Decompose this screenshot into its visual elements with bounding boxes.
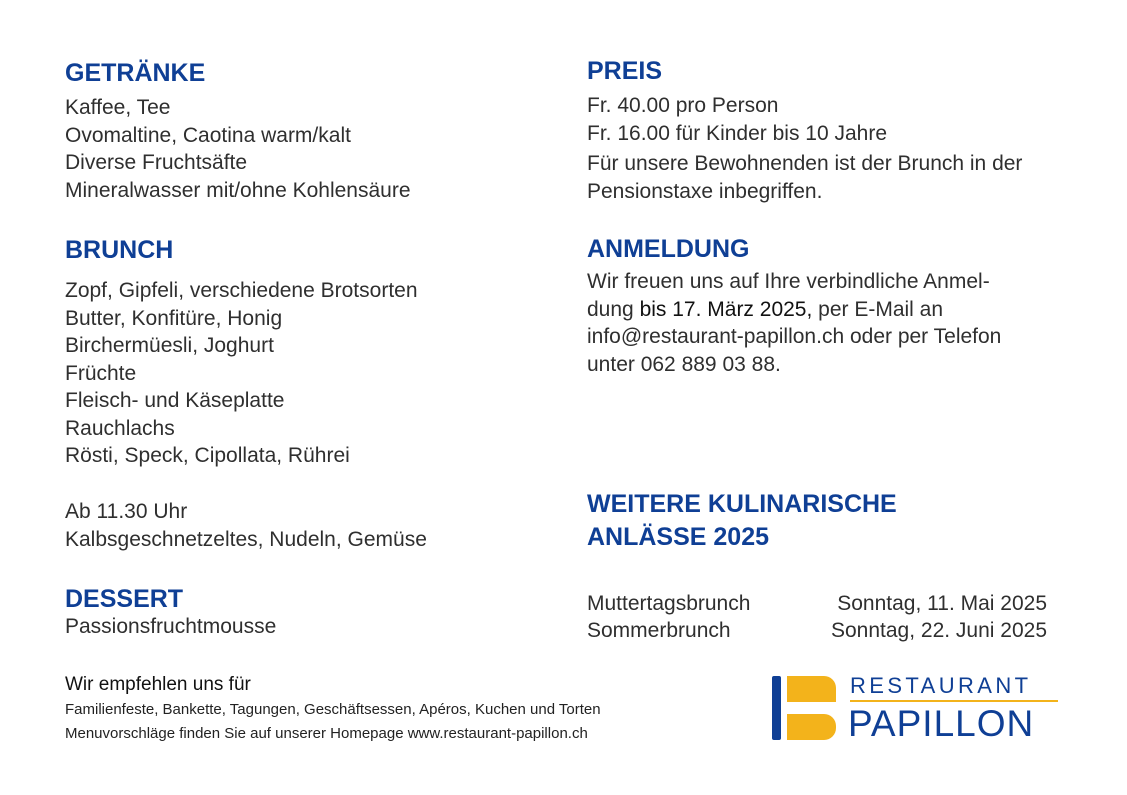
list-item: Früchte: [65, 361, 137, 385]
anmeldung-line: [587, 296, 1001, 324]
section-ab-1130: [65, 498, 427, 553]
preis-text: [587, 92, 1022, 205]
list-item: Butter, Konfitüre, Honig: [65, 306, 283, 330]
heading-weitere-line2: ANLÄSSE 2025: [587, 523, 770, 551]
anmeldung-text-part: dung: [587, 297, 640, 321]
list-item: Kalbsgeschnetzeltes, Nudeln, Gemüse: [65, 527, 427, 551]
list-item: Zopf, Gipfeli, verschiedene Brotsorten: [65, 279, 418, 302]
price-adult: Fr. 40.00 pro Person: [587, 94, 779, 117]
anmeldung-phone-line: unter 062 889 03 88.: [587, 352, 781, 376]
dessert-list: [65, 613, 276, 641]
list-item: Rösti, Speck, Cipollata, Rührei: [65, 444, 350, 467]
getraenke-list: [65, 94, 411, 204]
section-dessert: [65, 584, 276, 641]
event-row: [587, 617, 1047, 644]
event-date: Sonntag, 11. Mai 2025: [837, 592, 1047, 615]
list-item: Mineralwasser mit/ohne Kohlensäure: [65, 178, 411, 202]
list-item: Ab 11.30 Uhr: [65, 500, 188, 523]
section-weitere-anlaesse: [587, 488, 897, 554]
anmeldung-line: Wir freuen uns auf Ihre verbindliche Anmel-: [587, 270, 990, 293]
papillon-logo-icon: [770, 674, 838, 742]
list-item: Fleisch- und Käseplatte: [65, 389, 285, 412]
heading-dessert: DESSERT: [65, 585, 184, 613]
list-item: Ovomaltine, Caotina warm/kalt: [65, 123, 351, 147]
section-getraenke: [65, 58, 411, 204]
footer: [65, 672, 601, 746]
list-item: Diverse Fruchtsäfte: [65, 151, 248, 174]
price-child: Fr. 16.00 für Kinder bis 10 Jahre: [587, 121, 887, 145]
logo-divider: [850, 700, 1058, 702]
heading-anmeldung: ANMELDUNG: [587, 235, 750, 263]
footer-homepage-note: Menuvorschläge finden Sie auf unserer Homepage www.restaurant-papillon.ch: [65, 725, 588, 742]
heading-weitere-line1: WEITERE KULINARISCHE: [587, 490, 897, 518]
restaurant-papillon-logo: [770, 674, 1062, 746]
section-brunch: [65, 235, 418, 470]
anmeldung-email-line: info@restaurant-papillon.ch oder per Telefon: [587, 325, 1002, 348]
event-row: [587, 590, 1047, 617]
section-anmeldung: [587, 234, 1001, 378]
price-note-line: Pensionstaxe inbegriffen.: [587, 179, 823, 203]
events-list: [587, 590, 1047, 644]
list-item: Birchermüesli, Joghurt: [65, 334, 274, 357]
deadline-date: bis 17. März 2025,: [639, 297, 813, 321]
footer-title: Wir empfehlen uns für: [65, 674, 251, 695]
list-item: Rauchlachs: [65, 416, 175, 440]
price-note-line: Für unsere Bewohnenden ist der Brunch in der: [587, 152, 1023, 175]
event-name: Muttertagsbrunch: [587, 592, 751, 615]
brunch-list: [65, 277, 418, 470]
list-item: Kaffee, Tee: [65, 96, 171, 119]
logo-word-restaurant: RESTAURANT: [850, 673, 1032, 698]
list-item: Passionsfruchtmousse: [65, 615, 277, 638]
heading-preis: PREIS: [587, 57, 663, 85]
section-preis: [587, 56, 1022, 205]
anmeldung-text-part: per E-Mail an: [812, 297, 944, 321]
logo-word-papillon: PAPILLON: [848, 703, 1035, 744]
ab-list: [65, 498, 427, 553]
event-name: Sommerbrunch: [587, 619, 731, 642]
heading-getraenke: GETRÄNKE: [65, 59, 206, 87]
anmeldung-text: [587, 268, 1001, 378]
heading-brunch: BRUNCH: [65, 236, 174, 264]
footer-occasions: Familienfeste, Bankette, Tagungen, Geschäftsessen, Apéros, Kuchen und Torten: [65, 701, 601, 718]
event-date: Sonntag, 22. Juni 2025: [830, 619, 1047, 642]
